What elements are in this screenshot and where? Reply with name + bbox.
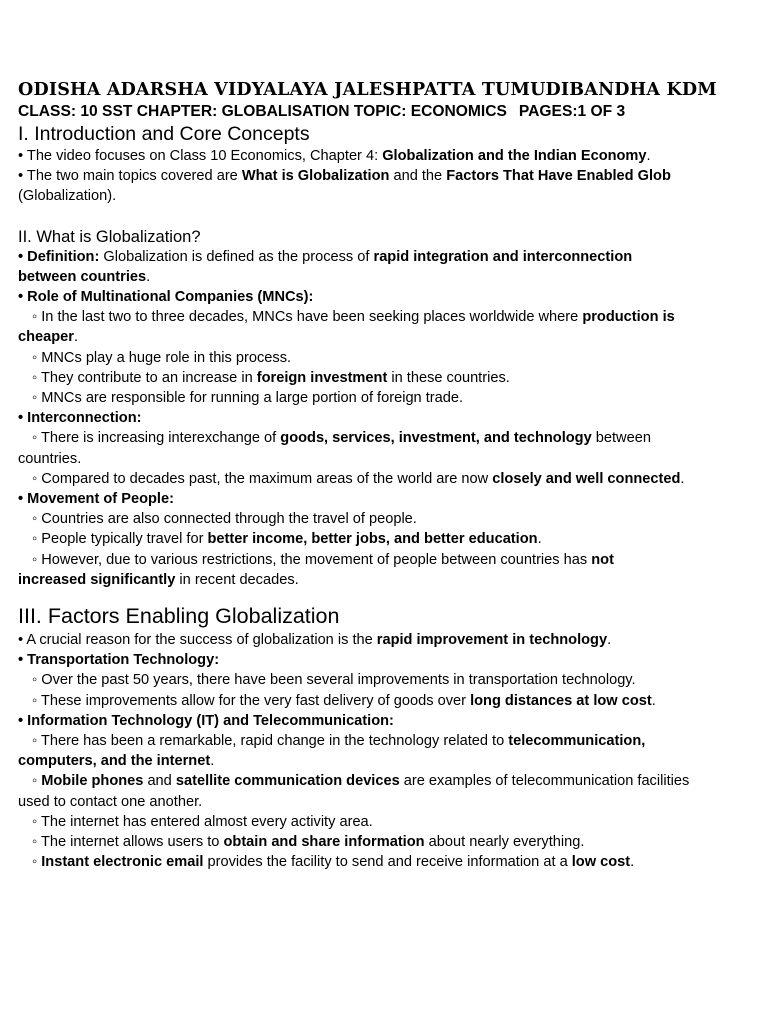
- bold-text: better income, better jobs, and better education: [207, 531, 538, 548]
- mnc-item-1-cont: [18, 327, 753, 347]
- mnc-item-3: [18, 368, 753, 388]
- transport-item-2: [18, 691, 753, 711]
- bold-text: production is: [582, 309, 675, 326]
- text: between: [591, 430, 651, 447]
- text: ◦ People typically travel for: [32, 531, 208, 548]
- section-3-heading: III. Factors Enabling Globalization: [18, 604, 340, 629]
- bold-text: Factors That Have Enabled Glob: [446, 168, 671, 185]
- definition-line-1: [18, 247, 753, 267]
- mnc-label: • Role of Multinational Companies (MNCs):: [18, 289, 314, 306]
- section-2-heading: II. What is Globalization?: [18, 227, 201, 246]
- text: ◦ However, due to various restrictions, the movement of people between countries has: [32, 551, 592, 568]
- bold-text: What is Globalization: [241, 168, 390, 185]
- text: are examples of telecommunication facilities: [399, 773, 690, 790]
- interconnection-label: • Interconnection:: [18, 410, 142, 427]
- bold-text: computers, and the internet: [18, 753, 211, 770]
- bold-text: increased significantly: [18, 571, 176, 588]
- text: about nearly everything.: [424, 834, 585, 851]
- text: .: [73, 329, 79, 346]
- bold-text: obtain and share information: [223, 834, 425, 851]
- it-item-5: [18, 852, 753, 872]
- bold-text: Mobile phones: [41, 773, 144, 790]
- class-info: CLASS: 10 SST CHAPTER: GLOBALISATION TOPIC: ECONOMICS: [18, 103, 507, 120]
- intro-line-3: (Globalization).: [18, 188, 117, 205]
- definition-line-2: [18, 267, 753, 287]
- bold-text: long distances at low cost: [470, 692, 652, 709]
- it-item-1-cont: [18, 751, 753, 771]
- text: provides the facility to send and receive information at a: [203, 854, 572, 871]
- bold-text: cheaper: [18, 329, 74, 346]
- text: ◦ These improvements allow for the very fast delivery of goods over: [32, 692, 471, 709]
- text: ◦: [32, 854, 42, 871]
- factors-intro: [18, 630, 753, 650]
- text: in recent decades.: [175, 571, 299, 588]
- transport-item-1: ◦ Over the past 50 years, there have been several improvements in transportation technology.: [32, 672, 636, 689]
- movement-item-3-cont: [18, 570, 753, 590]
- text: ◦ They contribute to an increase in: [32, 369, 257, 386]
- mnc-item-2: ◦ MNCs play a huge role in this process.: [32, 349, 292, 366]
- bold-text: between countries: [18, 268, 147, 285]
- mnc-item-1: [18, 307, 753, 327]
- bullet-label: • Definition:: [18, 248, 100, 265]
- text: and: [143, 773, 176, 790]
- bold-text: foreign investment: [256, 369, 388, 386]
- text: ◦: [32, 773, 42, 790]
- text: .: [146, 268, 151, 285]
- interconnection-item-2: [18, 469, 753, 489]
- section-1-heading: I. Introduction and Core Concepts: [18, 123, 310, 145]
- it-item-1: [18, 731, 753, 751]
- bold-text: goods, services, investment, and technology: [280, 430, 592, 447]
- bold-text: rapid improvement in technology: [376, 632, 608, 649]
- text: ◦ The internet allows users to: [32, 834, 224, 851]
- text: .: [537, 531, 542, 548]
- movement-item-3: [18, 550, 753, 570]
- page-indicator: PAGES:1 OF 3: [518, 103, 626, 120]
- text: .: [210, 753, 215, 770]
- bold-text: low cost: [571, 854, 631, 871]
- text: .: [607, 632, 612, 649]
- text: and the: [389, 168, 447, 185]
- text: .: [651, 692, 656, 709]
- movement-label: • Movement of People:: [18, 491, 174, 508]
- it-label: • Information Technology (IT) and Telecommunication:: [18, 712, 394, 729]
- text: • The two main topics covered are: [18, 168, 242, 185]
- it-item-2: [18, 771, 753, 791]
- interconnection-item-1: [18, 428, 753, 448]
- text: • A crucial reason for the success of globalization is the: [18, 632, 377, 649]
- it-item-4: [18, 832, 753, 852]
- school-name: ODISHA ADARSHA VIDYALAYA JALESHPATTA TUMUDIBANDHA KDM: [18, 80, 717, 100]
- text: ◦ There is increasing interexchange of: [32, 430, 281, 447]
- document-page: [18, 78, 753, 873]
- it-item-3: ◦ The internet has entered almost every activity area.: [32, 813, 373, 830]
- interconnection-item-1-cont: countries.: [18, 450, 82, 467]
- mnc-item-4: ◦ MNCs are responsible for running a large portion of foreign trade.: [32, 390, 464, 407]
- intro-line-2: [18, 166, 753, 186]
- text: ◦ There has been a remarkable, rapid change in the technology related to: [32, 733, 509, 750]
- movement-item-1: ◦ Countries are also connected through the travel of people.: [32, 511, 417, 528]
- bold-text: rapid integration and interconnection: [373, 248, 633, 265]
- bold-text: telecommunication,: [508, 733, 646, 750]
- spacer: [18, 590, 753, 602]
- bold-text: not: [591, 551, 614, 568]
- text: Globalization is defined as the process of: [99, 248, 374, 265]
- intro-line-1: [18, 146, 753, 166]
- spacer: [18, 207, 753, 227]
- text: .: [680, 470, 685, 487]
- bold-text: closely and well connected: [492, 470, 681, 487]
- bold-text: Globalization and the Indian Economy: [382, 148, 647, 164]
- text: • The video focuses on Class 10 Economics, Chapter 4:: [18, 148, 383, 164]
- bold-text: Instant electronic email: [41, 854, 204, 871]
- bold-text: satellite communication devices: [175, 773, 400, 790]
- transport-label: • Transportation Technology:: [18, 652, 220, 669]
- text: .: [646, 148, 651, 164]
- it-item-2-cont: used to contact one another.: [18, 793, 203, 810]
- class-line: [18, 102, 753, 122]
- movement-item-2: [18, 529, 753, 549]
- text: .: [630, 854, 635, 871]
- text: ◦ In the last two to three decades, MNCs have been seeking places worldwide where: [32, 309, 583, 326]
- text: in these countries.: [387, 369, 510, 386]
- text: ◦ Compared to decades past, the maximum areas of the world are now: [32, 470, 493, 487]
